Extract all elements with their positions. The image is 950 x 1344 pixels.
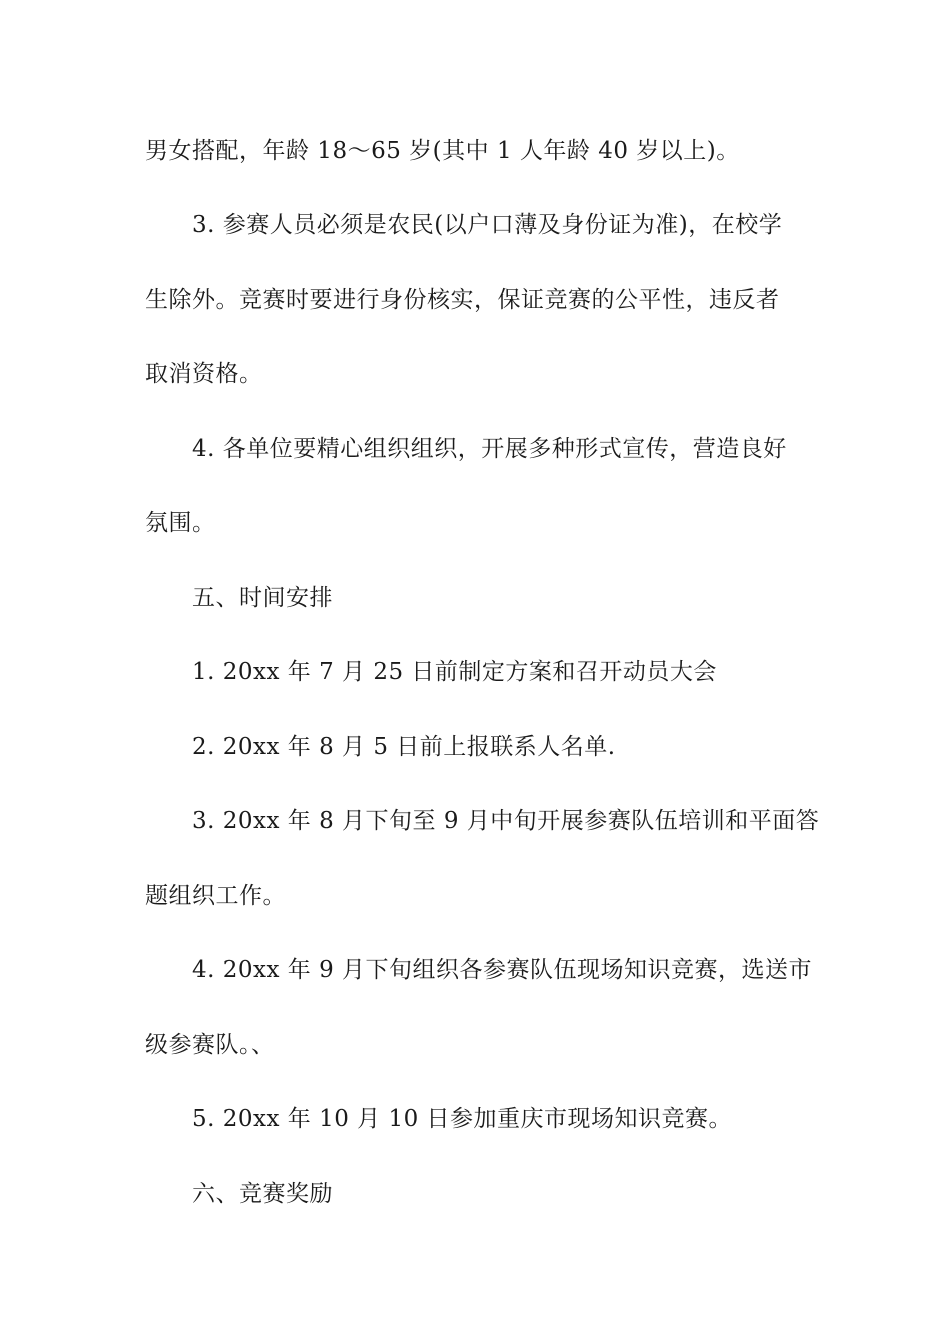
schedule-item-2: 2. 20xx 年 8 月 5 日前上报联系人名单. <box>192 734 616 760</box>
list-item-3-line: 3. 参赛人员必须是农民(以户口薄及身份证为准)，在校学 <box>192 212 783 238</box>
section-heading-awards: 六、竞赛奖励 <box>192 1181 333 1207</box>
paragraph-line: 生除外。竞赛时要进行身份核实，保证竞赛的公平性，违反者 <box>145 287 780 313</box>
schedule-item-5: 5. 20xx 年 10 月 10 日参加重庆市现场知识竞赛。 <box>192 1106 733 1132</box>
list-item-4-line: 4. 各单位要精心组织组织，开展多种形式宣传，营造良好 <box>192 436 787 462</box>
paragraph-line: 氛围。 <box>145 510 216 536</box>
paragraph-line: 级参赛队。、 <box>145 1032 275 1058</box>
paragraph-line: 取消资格。 <box>145 361 263 387</box>
schedule-item-3: 3. 20xx 年 8 月下旬至 9 月中旬开展参赛队伍培训和平面答 <box>192 808 820 834</box>
paragraph-line: 男女搭配，年龄 18～65 岁(其中 1 人年龄 40 岁以上)。 <box>145 138 740 164</box>
paragraph-line: 题组织工作。 <box>145 883 286 909</box>
section-heading-schedule: 五、时间安排 <box>192 585 333 611</box>
schedule-item-4: 4. 20xx 年 9 月下旬组织各参赛队伍现场知识竞赛，选送市 <box>192 957 813 983</box>
schedule-item-1: 1. 20xx 年 7 月 25 日前制定方案和召开动员大会 <box>192 659 717 685</box>
